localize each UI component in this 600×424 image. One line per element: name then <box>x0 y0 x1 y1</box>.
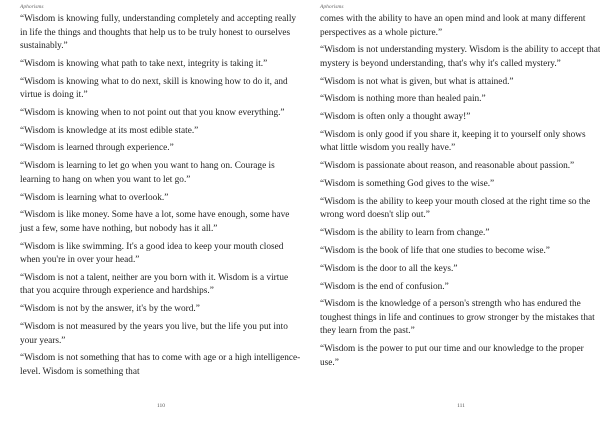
quote: “Wisdom is knowing fully, understanding completely and accepting really in life the things and thoughts that help us to be truly honest to ourselves sustainably.” <box>20 14 297 51</box>
quote: “Wisdom is knowing what to do next, skill is knowing how to do it, and virtue is doing it.” <box>20 76 288 101</box>
quote: “Wisdom is like swimming. It's a good idea to keep your mouth closed when you're in over your head.” <box>20 241 284 266</box>
right-page-number: 111 <box>457 403 465 409</box>
quote: “Wisdom is not a talent, neither are you born with it. Wisdom is a virtue that you acquire through experience and hardships.” <box>20 272 289 297</box>
quote: “Wisdom is not measured by the years you live, but the life you put into your years.” <box>20 322 288 346</box>
quote: “Wisdom is not what is given, but what is attained.” <box>320 76 514 87</box>
quote: “Wisdom is learned through experience.” <box>20 143 174 154</box>
quote: comes with the ability to have an open mind and look at many different perspectives as a whole picture.” <box>320 14 586 38</box>
quote: “Wisdom is knowing when to not point out that you know everything.” <box>20 107 285 118</box>
quote: “Wisdom is the knowledge of a person's strength who has endured the toughest things in life and continues to grow stronger by the mistakes that they learn from the past.” <box>320 299 595 337</box>
quote: “Wisdom is learning to let go when you want to hang on. Courage is learning to hang on when you want to let go.” <box>20 161 275 185</box>
quote: “Wisdom is the power to put our time and our knowledge to the proper use.” <box>320 344 584 368</box>
quote: “Wisdom is the end of confusion.” <box>320 281 449 292</box>
right-running-head: Aphorisms <box>320 4 344 10</box>
left-page <box>20 0 302 424</box>
quote: “Wisdom is not by the answer, it's by the word.” <box>20 304 200 315</box>
quote: “Wisdom is knowledge at its most edible state.” <box>20 125 199 136</box>
right-page <box>320 0 600 424</box>
left-page-number: 110 <box>156 403 166 409</box>
quote: “Wisdom is knowing what path to take next, integrity is taking it.” <box>20 58 268 69</box>
quote: “Wisdom is often only a thought away!” <box>320 112 471 123</box>
quote: “Wisdom is only good if you share it, keeping it to yourself only shows what little wisdom you really have.” <box>320 129 586 154</box>
quote: “Wisdom is the ability to learn from change.” <box>320 228 490 239</box>
quote: “Wisdom is not something that has to come with age or a high intelligence-level. Wisdom is something that <box>20 353 301 377</box>
quote: “Wisdom is not understanding mystery. Wisdom is the ability to accept that mystery is beyond understanding, that's why it's called mystery.” <box>320 45 600 69</box>
quote: “Wisdom is like money. Some have a lot, some have enough, some have just a few, some have nothing, but nobody has it all.” <box>20 210 290 234</box>
left-quote-list <box>20 13 302 384</box>
quote: “Wisdom is something God gives to the wise.” <box>320 179 495 190</box>
left-running-head: Aphorisms <box>20 4 44 10</box>
right-quote-list <box>320 13 600 374</box>
quote: “Wisdom is the door to all the keys.” <box>320 263 458 274</box>
quote: “Wisdom is passionate about reason, and reasonable about passion.” <box>320 161 575 172</box>
quote: “Wisdom is the ability to keep your mouth closed at the right time so the wrong word doesn't slip out.” <box>320 196 591 221</box>
quote: “Wisdom is learning what to overlook.” <box>20 192 169 203</box>
quote: “Wisdom is the book of life that one studies to become wise.” <box>320 245 550 256</box>
quote: “Wisdom is nothing more than healed pain.” <box>320 94 486 105</box>
